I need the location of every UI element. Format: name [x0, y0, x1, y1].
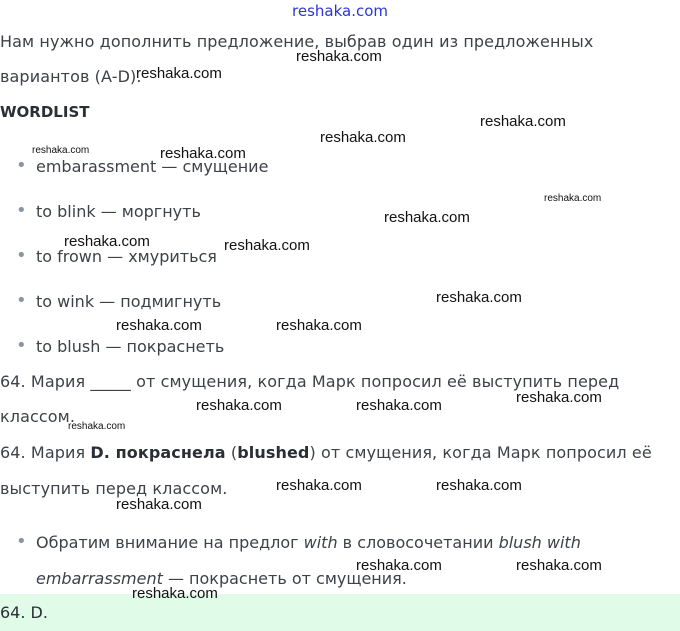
note-line-2 — [36, 569, 407, 588]
watermark: reshaka.com — [320, 129, 406, 146]
site-header-link[interactable]: reshaka.com — [292, 2, 388, 20]
wordlist-heading: WORDLIST — [0, 103, 90, 121]
watermark: reshaka.com — [196, 397, 282, 414]
answer-text: 64. D. — [0, 603, 48, 622]
watermark: reshaka.com — [136, 65, 222, 82]
solution-prefix: 64. Мария — [0, 443, 91, 462]
list-item: to blush — покраснеть — [36, 337, 225, 356]
note-part-2: в словосочетании — [337, 533, 499, 552]
watermark: reshaka.com — [356, 557, 442, 574]
solution-after: ) от смущения, когда Марк попросил её — [309, 443, 652, 462]
list-item: to blink — моргнуть — [36, 202, 201, 221]
note-part-3: — покраснеть от смущения. — [162, 569, 407, 588]
watermark: reshaka.com — [516, 557, 602, 574]
watermark: reshaka.com — [160, 145, 246, 162]
watermark: reshaka.com — [116, 317, 202, 334]
solution-line-1 — [0, 443, 652, 462]
solution-line-2: выступить перед классом. — [0, 479, 228, 498]
watermark: reshaka.com — [516, 389, 602, 406]
intro-line-2: вариантов (A-D). — [0, 67, 142, 86]
watermark: reshaka.com — [436, 477, 522, 494]
note-word-embarrassment: embarrassment — [36, 569, 163, 588]
note-part-1: Обратим внимание на предлог — [36, 533, 304, 552]
solution-answer: D. покраснела — [90, 443, 226, 462]
watermark: reshaka.com — [296, 48, 382, 65]
watermark-small: reshaka.com — [32, 145, 90, 156]
note-word-with: with — [303, 533, 338, 552]
list-item: to wink — подмигнуть — [36, 292, 222, 311]
note-line-1 — [36, 533, 581, 552]
watermark: reshaka.com — [480, 113, 566, 130]
watermark: reshaka.com — [224, 237, 310, 254]
list-item: embarassment — смущение — [36, 157, 269, 176]
bullet-icon: • — [16, 335, 27, 356]
solution-paren: ( — [225, 443, 238, 462]
note-word-blush-with: blush with — [498, 533, 581, 552]
bullet-icon: • — [16, 290, 27, 311]
bullet-icon: • — [16, 531, 27, 552]
watermark: reshaka.com — [116, 496, 202, 513]
watermark: reshaka.com — [436, 289, 522, 306]
question-line-2: классом. — [0, 407, 76, 426]
watermark: reshaka.com — [356, 397, 442, 414]
watermark: reshaka.com — [276, 317, 362, 334]
intro-line-1: Нам нужно дополнить предложение, выбрав один из предложенных — [0, 32, 594, 51]
watermark: reshaka.com — [64, 233, 150, 250]
list-item: to frown — хмуриться — [36, 247, 217, 266]
watermark-small: reshaka.com — [68, 421, 126, 432]
answer-box — [0, 594, 680, 631]
bullet-icon: • — [16, 155, 27, 176]
watermark: reshaka.com — [384, 209, 470, 226]
watermark-small: reshaka.com — [544, 193, 602, 204]
watermark: reshaka.com — [276, 477, 362, 494]
bullet-icon: • — [16, 200, 27, 221]
solution-answer-en: blushed — [237, 443, 310, 462]
question-line-1: 64. Мария _____ от смущения, когда Марк попросил её выступить перед — [0, 372, 620, 391]
watermark: reshaka.com — [132, 585, 218, 602]
bullet-icon: • — [16, 245, 27, 266]
